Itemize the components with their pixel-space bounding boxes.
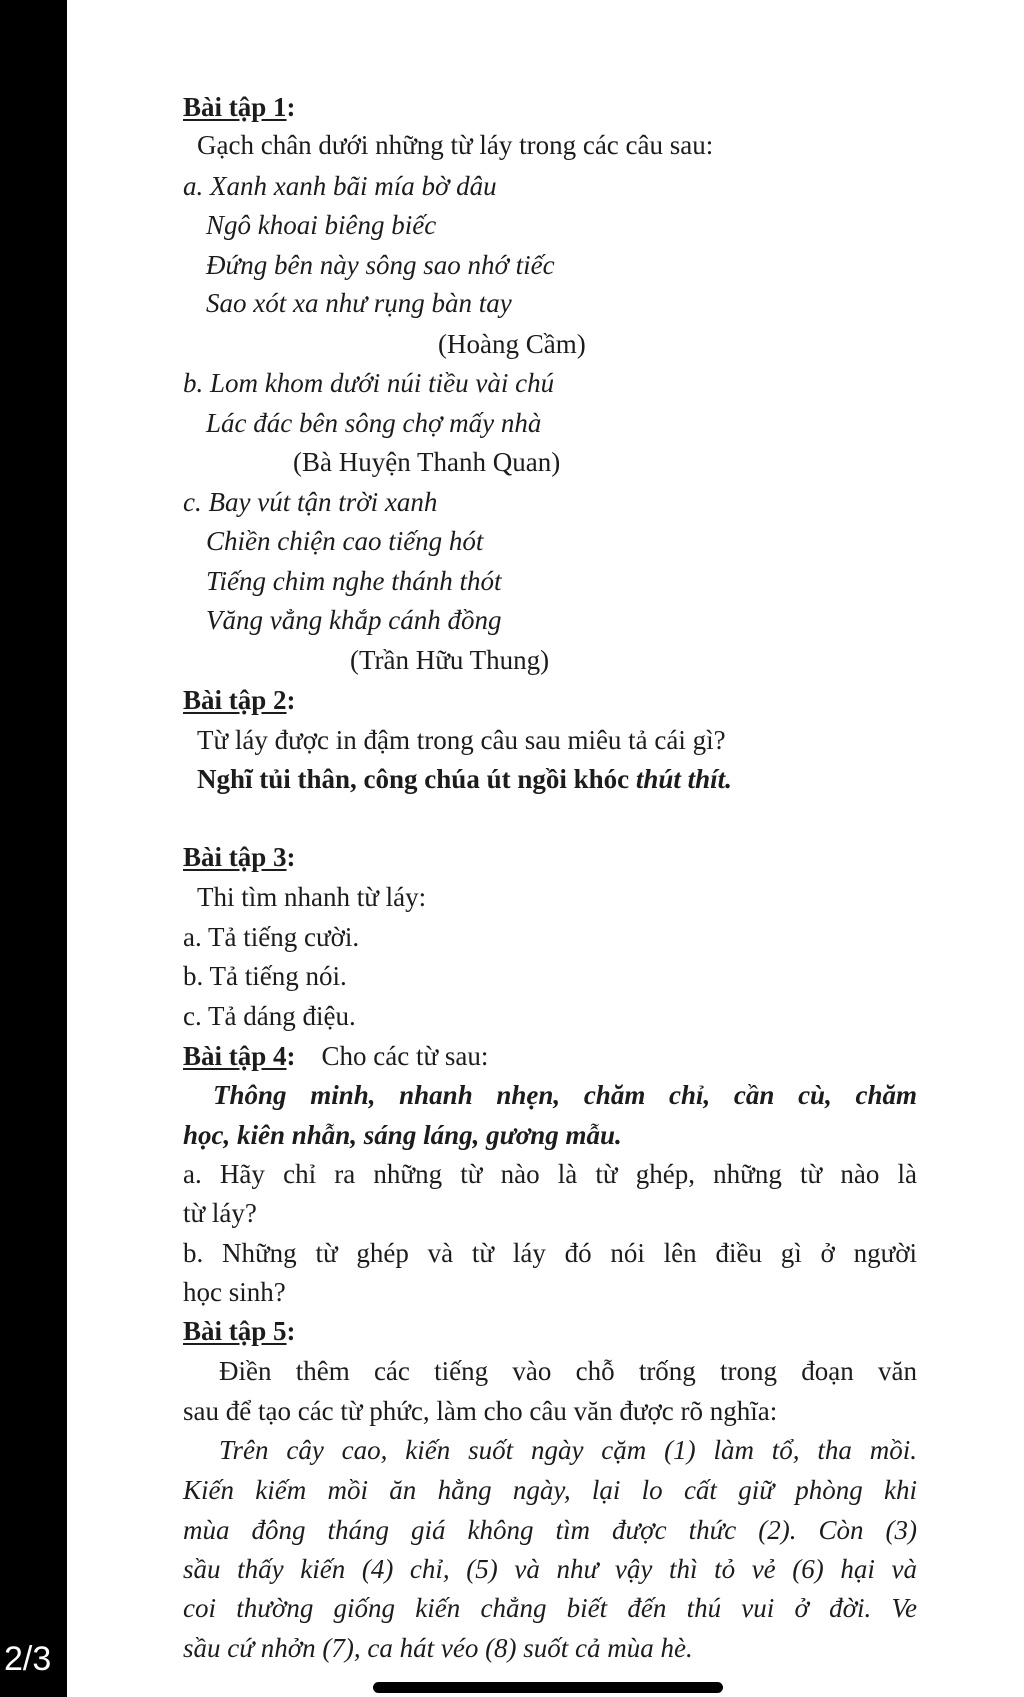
exercise-1-heading: Bài tập 1:	[183, 92, 296, 122]
exercise-4-heading-row: Bài tập 4: Cho các từ sau:	[183, 1041, 489, 1071]
exercise-2-sentence: Nghĩ tủi thân, công chúa út ngồi khóc thút thít.	[197, 764, 732, 794]
exercise-1-c-line: Tiếng chim nghe thánh thót	[206, 566, 502, 596]
exercise-3-instruction: Thi tìm nhanh từ láy:	[197, 882, 427, 912]
exercise-3-item: c. Tả dáng điệu.	[183, 1001, 356, 1031]
exercise-3-heading: Bài tập 3:	[183, 842, 296, 872]
exercise-4-b-line: học sinh?	[183, 1277, 286, 1307]
exercise-4-a-line: a. Hãy chỉ ra những từ nào là từ ghép, những từ nào là	[183, 1159, 917, 1189]
highlighted-word: thút thít.	[635, 764, 732, 794]
exercise-1-instruction: Gạch chân dưới những từ láy trong các câu sau:	[197, 130, 714, 160]
home-indicator-bar[interactable]	[373, 1682, 723, 1693]
exercise-1-a-line: Ngô khoai biêng biếc	[206, 210, 437, 240]
exercise-4-intro: Cho các từ sau:	[321, 1041, 489, 1071]
exercise-4-words-line: học, kiên nhẫn, sáng láng, gương mẫu.	[183, 1120, 622, 1150]
exercise-3-item: b. Tả tiếng nói.	[183, 961, 347, 991]
exercise-5-instruction: sau để tạo các từ phức, làm cho câu văn được rõ nghĩa:	[183, 1396, 778, 1426]
exercise-5-heading: Bài tập 5:	[183, 1316, 296, 1346]
exercise-1-c-line: Chiền chiện cao tiếng hót	[206, 526, 484, 556]
exercise-1-a-line: Sao xót xa như rụng bàn tay	[206, 288, 512, 318]
exercise-1-a-line: a. Xanh xanh bãi mía bờ dâu	[183, 171, 497, 201]
exercise-5-passage-line: sầu cứ nhởn (7), ca hát véo (8) suốt cả mùa hè.	[183, 1633, 693, 1663]
exercise-5-instruction: Điền thêm các tiếng vào chỗ trống trong đoạn văn	[219, 1356, 917, 1386]
exercise-4-b-line: b. Những từ ghép và từ láy đó nói lên điều gì ở người	[183, 1238, 917, 1268]
exercise-1-a-line: Đứng bên này sông sao nhớ tiếc	[206, 250, 555, 280]
exercise-5-passage-line: sầu thấy kiến (4) chỉ, (5) và như vậy thì tỏ vẻ (6) hại và	[183, 1554, 917, 1584]
exercise-1-b-line: Lác đác bên sông chợ mấy nhà	[206, 408, 542, 438]
exercise-3-item: a. Tả tiếng cười.	[183, 922, 360, 952]
exercise-2-heading: Bài tập 2:	[183, 685, 296, 715]
exercise-1-b-line: b. Lom khom dưới núi tiều vài chú	[183, 368, 555, 398]
exercise-4-a-line: từ láy?	[183, 1198, 257, 1228]
exercise-5-passage-line: Kiến kiếm mồi ăn hằng ngày, lại lo cất giữ phòng khi	[183, 1475, 917, 1505]
exercise-2-question: Từ láy được in đậm trong câu sau miêu tả cái gì?	[197, 725, 726, 755]
exercise-5-passage-line: mùa đông tháng giá không tìm được thức (2). Còn (3)	[183, 1515, 917, 1545]
page-counter: 2/3	[4, 1640, 52, 1678]
exercise-1-b-author: (Bà Huyện Thanh Quan)	[293, 447, 561, 477]
exercise-1-c-author: (Trần Hữu Thung)	[350, 645, 550, 675]
exercise-5-passage-line: coi thường giống kiến chẳng biết đến thú vui ở đời. Ve	[183, 1593, 917, 1623]
exercise-1-c-line: Văng vẳng khắp cánh đồng	[206, 605, 502, 635]
exercise-5-passage-line: Trên cây cao, kiến suốt ngày cặm (1) làm tổ, tha mồi.	[219, 1435, 917, 1465]
exercise-4-words-line: Thông minh, nhanh nhẹn, chăm chỉ, cần cù, chăm	[213, 1080, 917, 1110]
exercise-1-c-line: c. Bay vút tận trời xanh	[183, 487, 438, 517]
exercise-4-heading: Bài tập 4	[183, 1041, 287, 1071]
exercise-1-a-author: (Hoàng Cầm)	[438, 329, 586, 359]
